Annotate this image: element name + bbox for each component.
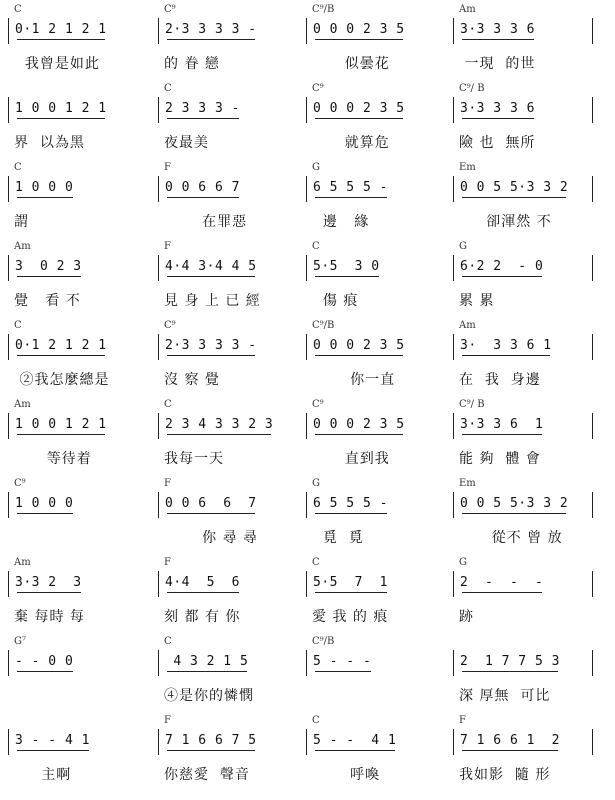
- jianpu-notes: 2 3 4 3 3 2 3: [165, 417, 274, 432]
- measure: [306, 83, 446, 155]
- measure: [453, 162, 593, 234]
- lyric-text: 在 我 身邊: [459, 372, 541, 388]
- jianpu-notes: 0 0 0 2 3 5: [313, 417, 405, 432]
- lyric-text: 呼喚: [312, 767, 381, 783]
- jianpu-notes: 2·3 3 3 3 -: [165, 338, 257, 353]
- beam-underline: [167, 276, 255, 277]
- jianpu-notes: 0 0 6 6 7: [165, 496, 257, 511]
- barline: [8, 729, 9, 755]
- barline: [453, 413, 454, 439]
- jianpu-notes: 0·1 2 1 2 1: [15, 338, 107, 353]
- beam-underline: [315, 276, 379, 277]
- barline: [158, 413, 159, 439]
- lyric-text: 的 眷 戀: [164, 56, 220, 72]
- chord-symbol: G: [312, 162, 320, 173]
- barline: [306, 176, 307, 202]
- chord-symbol: C⁹: [312, 399, 324, 410]
- barline: [453, 18, 454, 44]
- measure: [306, 636, 446, 708]
- barline-end: [592, 413, 593, 439]
- beam-underline: [462, 513, 566, 514]
- jianpu-notes: 3·3 2 3: [15, 575, 82, 590]
- jianpu-notes: 6 5 5 5 -: [313, 496, 388, 511]
- measure: [453, 241, 593, 313]
- barline-end: [592, 492, 593, 518]
- lyric-text: 傷 痕: [312, 293, 359, 309]
- barline-end: [592, 571, 593, 597]
- lyric-text: 似曇花: [312, 56, 390, 72]
- chord-symbol: G: [312, 478, 320, 489]
- beam-underline: [462, 276, 542, 277]
- beam-underline: [17, 434, 105, 435]
- barline: [453, 650, 454, 676]
- jianpu-notes: 4·4 3·4 4 5: [165, 259, 257, 274]
- measure: [306, 557, 446, 629]
- lyric-text: 險 也 無所: [459, 135, 536, 151]
- barline: [453, 97, 454, 123]
- jianpu-notes: 0 0 0 2 3 5: [313, 101, 405, 116]
- chord-symbol: F: [164, 241, 171, 252]
- beam-underline: [462, 434, 542, 435]
- beam-underline: [315, 592, 387, 593]
- chord-symbol: C⁹/ B: [459, 399, 485, 410]
- measure: [453, 4, 593, 76]
- measure: [8, 478, 148, 550]
- measure: [306, 478, 446, 550]
- barline: [8, 334, 9, 360]
- lyric-text: 累 累: [459, 293, 495, 309]
- measure: [158, 162, 298, 234]
- beam-underline: [17, 592, 81, 593]
- chord-symbol: C: [14, 320, 22, 331]
- barline: [158, 650, 159, 676]
- jianpu-notes: 0 0 5 5·3 3 2: [460, 496, 569, 511]
- barline: [453, 255, 454, 281]
- chord-symbol: C⁹: [164, 4, 176, 15]
- barline: [306, 334, 307, 360]
- beam-underline: [462, 39, 534, 40]
- measure: [158, 83, 298, 155]
- barline: [306, 18, 307, 44]
- jianpu-notes: 6·2 2 - 0: [460, 259, 544, 274]
- jianpu-notes: 3 0 2 3: [15, 259, 82, 274]
- chord-symbol: C⁹: [164, 320, 176, 331]
- jianpu-notes: 3·3 3 3 6: [460, 101, 535, 116]
- jianpu-notes: 0 0 5 5·3 3 2: [460, 180, 569, 195]
- beam-underline: [462, 197, 566, 198]
- jianpu-notes: 2 3 3 3 -: [165, 101, 240, 116]
- lyric-text: 主啊: [14, 767, 72, 783]
- chord-symbol: F: [164, 715, 171, 726]
- lyric-text: ②我怎麼總是: [14, 372, 110, 388]
- chord-symbol: C: [312, 715, 320, 726]
- barline: [158, 97, 159, 123]
- barline: [306, 729, 307, 755]
- measure: [8, 636, 148, 708]
- measure: [158, 478, 298, 550]
- barline: [158, 255, 159, 281]
- measure: [158, 320, 298, 392]
- beam-underline: [315, 513, 387, 514]
- jianpu-notes: 3·3 3 6 1: [460, 417, 544, 432]
- measure: [8, 83, 148, 155]
- beam-underline: [315, 197, 387, 198]
- jianpu-notes: 4·4 5 6: [165, 575, 240, 590]
- beam-underline: [17, 118, 105, 119]
- measure: [306, 715, 446, 787]
- measure: [453, 715, 593, 787]
- lyric-text: 深 厚無 可比: [459, 688, 551, 704]
- beam-underline: [315, 434, 403, 435]
- chord-symbol: Am: [14, 399, 31, 410]
- jianpu-notes: 3 - - 4 1: [15, 733, 90, 748]
- lyric-text: 卻渾然 不: [459, 214, 552, 230]
- beam-underline: [315, 118, 403, 119]
- beam-underline: [17, 671, 73, 672]
- beam-underline: [17, 355, 105, 356]
- chord-symbol: F: [164, 557, 171, 568]
- chord-symbol: C⁹: [14, 478, 26, 489]
- barline-end: [592, 729, 593, 755]
- jianpu-notes: 0 0 0 2 3 5: [313, 22, 405, 37]
- measure: [453, 557, 593, 629]
- barline: [158, 334, 159, 360]
- measure: [306, 241, 446, 313]
- chord-symbol: C: [164, 399, 172, 410]
- measure: [453, 83, 593, 155]
- beam-underline: [315, 39, 403, 40]
- barline: [306, 571, 307, 597]
- jianpu-notes: - - 0 0: [15, 654, 74, 669]
- chord-symbol: Em: [459, 162, 476, 173]
- chord-symbol: C: [312, 241, 320, 252]
- jianpu-notes: 1 0 0 1 2 1: [15, 417, 107, 432]
- barline: [8, 650, 9, 676]
- lyric-text: 就算危: [312, 135, 390, 151]
- lyric-text: ④是你的憐憫: [164, 688, 254, 704]
- barline-end: [592, 255, 593, 281]
- beam-underline: [462, 750, 558, 751]
- lyric-text: 謂: [14, 214, 29, 230]
- barline: [8, 413, 9, 439]
- chord-symbol: G: [459, 557, 467, 568]
- barline: [306, 413, 307, 439]
- chord-symbol: C⁹/ B: [459, 83, 485, 94]
- lyric-text: 我曾是如此: [14, 56, 100, 72]
- barline-end: [592, 97, 593, 123]
- measure: [158, 557, 298, 629]
- measure: [158, 241, 298, 313]
- chord-symbol: Em: [459, 478, 476, 489]
- chord-symbol: C⁹/B: [312, 4, 335, 15]
- chord-symbol: Am: [459, 320, 476, 331]
- chord-symbol: C: [14, 162, 22, 173]
- lyric-text: 覺 看 不: [14, 293, 81, 309]
- chord-symbol: C: [164, 636, 172, 647]
- beam-underline: [17, 750, 89, 751]
- measure: [8, 399, 148, 471]
- beam-underline: [17, 513, 73, 514]
- jianpu-notes: 6 5 5 5 -: [313, 180, 388, 195]
- beam-underline: [167, 513, 255, 514]
- lyric-text: 直到我: [312, 451, 390, 467]
- barline: [306, 650, 307, 676]
- jianpu-notes: 5 - - 4 1: [313, 733, 397, 748]
- lyric-text: 你一直: [312, 372, 396, 388]
- barline: [8, 255, 9, 281]
- lyric-text: 跡: [459, 609, 474, 625]
- beam-underline: [462, 355, 550, 356]
- jianpu-notes: 1 0 0 1 2 1: [15, 101, 107, 116]
- jianpu-notes: 1 0 0 0: [15, 180, 74, 195]
- barline: [306, 492, 307, 518]
- lyric-text: 你 尋 尋: [164, 530, 259, 546]
- measure: [158, 636, 298, 708]
- lyric-text: 在罪惡: [164, 214, 248, 230]
- jianpu-notes: 5·5 7 1: [313, 575, 388, 590]
- chord-symbol: C⁹: [312, 83, 324, 94]
- jianpu-notes: 0 0 0 2 3 5: [313, 338, 405, 353]
- chord-symbol: C: [312, 557, 320, 568]
- chord-symbol: F: [164, 162, 171, 173]
- lyric-text: 棄 每時 每: [14, 609, 85, 625]
- barline: [8, 492, 9, 518]
- beam-underline: [167, 355, 255, 356]
- beam-underline: [462, 671, 558, 672]
- lyric-text: 我如影 隨 形: [459, 767, 551, 783]
- measure: [306, 4, 446, 76]
- jianpu-notes: 2 1 7 7 5 3: [460, 654, 560, 669]
- beam-underline: [315, 750, 395, 751]
- barline: [158, 18, 159, 44]
- barline: [453, 492, 454, 518]
- chord-symbol: Am: [14, 557, 31, 568]
- measure: [8, 4, 148, 76]
- jianpu-notes: 2 - - -: [460, 575, 544, 590]
- barline: [306, 255, 307, 281]
- measure: [158, 4, 298, 76]
- barline: [158, 571, 159, 597]
- beam-underline: [17, 39, 105, 40]
- lyric-text: 愛 我 的 痕: [312, 609, 389, 625]
- chord-symbol: F: [164, 478, 171, 489]
- measure: [8, 557, 148, 629]
- chord-symbol: Am: [459, 4, 476, 15]
- measure: [453, 399, 593, 471]
- jianpu-notes: 0 0 6 6 7: [165, 180, 240, 195]
- chord-symbol: G: [459, 241, 467, 252]
- lyric-text: 見 身 上 已 經: [164, 293, 261, 309]
- beam-underline: [167, 750, 255, 751]
- barline: [158, 492, 159, 518]
- measure: [453, 636, 593, 708]
- jianpu-notes: 7 1 6 6 7 5: [165, 733, 257, 748]
- measure: [306, 399, 446, 471]
- lyric-text: 刻 都 有 你: [164, 609, 241, 625]
- measure: [158, 399, 298, 471]
- beam-underline: [167, 118, 239, 119]
- chord-symbol: Am: [14, 241, 31, 252]
- barline-end: [592, 176, 593, 202]
- jianpu-notes: 1 0 0 0: [15, 496, 74, 511]
- jianpu-notes: 4 3 2 1 5: [165, 654, 249, 669]
- barline-end: [592, 650, 593, 676]
- measure: [158, 715, 298, 787]
- jianpu-notes: 3·3 3 3 6: [460, 22, 535, 37]
- chord-symbol: C⁹/B: [312, 320, 335, 331]
- barline-end: [592, 334, 593, 360]
- lyric-text: 沒 察 覺: [164, 372, 220, 388]
- beam-underline: [167, 671, 247, 672]
- chord-symbol: F: [459, 715, 466, 726]
- jianpu-notes: 5 - - -: [313, 654, 372, 669]
- beam-underline: [315, 355, 403, 356]
- lyric-text: 夜最美: [164, 135, 209, 151]
- barline: [8, 97, 9, 123]
- lyric-text: 從不 曾 放: [459, 530, 563, 546]
- barline: [158, 176, 159, 202]
- beam-underline: [167, 592, 239, 593]
- barline: [453, 334, 454, 360]
- lyric-text: 覓 覓: [312, 530, 364, 546]
- beam-underline: [17, 276, 81, 277]
- measure: [453, 320, 593, 392]
- chord-symbol: C⁹/B: [312, 636, 335, 647]
- lyric-text: 等待着: [14, 451, 92, 467]
- beam-underline: [167, 434, 271, 435]
- beam-underline: [462, 118, 534, 119]
- jianpu-notes: 7 1 6 6 1 2: [460, 733, 560, 748]
- lyric-text: 一現 的世: [459, 56, 536, 72]
- beam-underline: [167, 39, 255, 40]
- jianpu-notes: 2·3 3 3 3 -: [165, 22, 257, 37]
- barline: [306, 97, 307, 123]
- jianpu-notes: 5·5 3 0: [313, 259, 380, 274]
- lyric-text: 你慈愛 聲音: [164, 767, 250, 783]
- beam-underline: [167, 197, 239, 198]
- measure: [8, 320, 148, 392]
- measure: [8, 715, 148, 787]
- barline: [453, 176, 454, 202]
- barline: [453, 571, 454, 597]
- barline: [8, 176, 9, 202]
- jianpu-notes: 0·1 2 1 2 1: [15, 22, 107, 37]
- beam-underline: [315, 671, 371, 672]
- barline: [8, 571, 9, 597]
- measure: [453, 478, 593, 550]
- measure: [306, 162, 446, 234]
- beam-underline: [462, 592, 542, 593]
- measure: [8, 162, 148, 234]
- barline: [8, 18, 9, 44]
- chord-symbol: C: [164, 83, 172, 94]
- barline-end: [592, 18, 593, 44]
- barline: [158, 729, 159, 755]
- measure: [306, 320, 446, 392]
- lyric-text: 界 以為黑: [14, 135, 85, 151]
- jianpu-notes: 3· 3 3 6 1: [460, 338, 552, 353]
- lyric-text: 邊 緣: [312, 214, 370, 230]
- measure: [8, 241, 148, 313]
- beam-underline: [17, 197, 73, 198]
- lyric-text: 能 夠 體 會: [459, 451, 541, 467]
- chord-symbol: G⁷: [14, 636, 26, 647]
- barline: [453, 729, 454, 755]
- chord-symbol: C: [14, 4, 22, 15]
- lyric-text: 我每一天: [164, 451, 224, 467]
